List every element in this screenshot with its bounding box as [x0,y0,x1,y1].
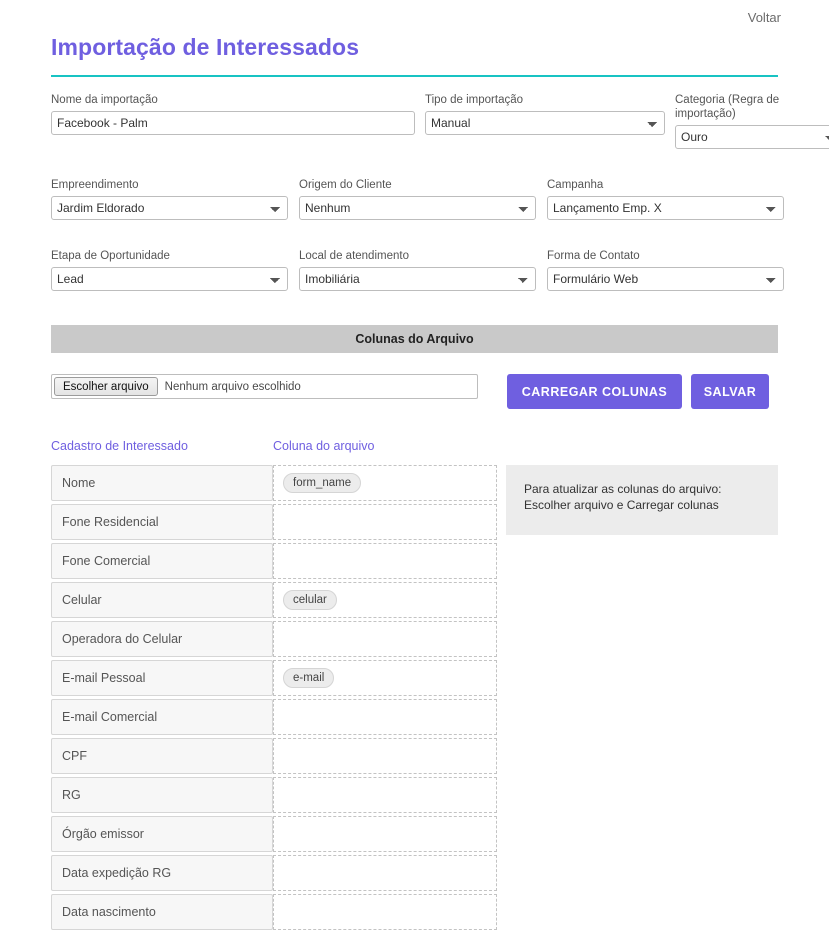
field-categoria [675,93,829,149]
select-forma-contato[interactable] [547,267,784,291]
drop-target[interactable] [273,465,497,501]
form-row-2 [51,178,778,233]
field-etapa-oportunidade [51,249,288,291]
save-button[interactable]: SALVAR [691,374,769,409]
update-columns-hint: Para atualizar as colunas do arquivo: Escolher arquivo e Carregar colunas [506,465,778,535]
select-tipo-importacao[interactable] [425,111,665,135]
column-chip[interactable]: celular [283,590,337,610]
list-item: Data expedição RG [51,855,273,891]
label-empreendimento: Empreendimento [51,179,139,191]
mapping-header-right: Coluna do arquivo [273,439,375,453]
drop-target[interactable] [273,738,497,774]
list-item: Órgão emissor [51,816,273,852]
select-etapa-oportunidade[interactable] [51,267,288,291]
label-local-atendimento: Local de atendimento [299,250,409,262]
label-forma-contato: Forma de Contato [547,250,640,262]
upload-row [51,374,778,409]
list-item: CPF [51,738,273,774]
field-tipo-importacao [425,93,665,149]
mapping-headers [51,439,778,453]
field-nome-importacao [51,93,415,149]
list-item: Nome [51,465,273,501]
form-row-1 [51,93,778,162]
label-etapa-oportunidade: Etapa de Oportunidade [51,250,170,262]
field-forma-contato [547,249,784,291]
top-bar [0,0,829,34]
list-item: RG [51,777,273,813]
drop-target[interactable] [273,855,497,891]
page-content [0,34,829,933]
mapping-body [51,465,778,933]
select-empreendimento[interactable] [51,196,288,220]
mapping-header-left: Cadastro de Interessado [51,439,188,453]
page-title: Importação de Interessados [51,34,778,77]
file-input[interactable] [51,374,478,399]
mapping-drop-targets [273,465,497,933]
label-origem-cliente: Origem do Cliente [299,179,392,191]
file-status-text: Nenhum arquivo escolhido [164,380,301,393]
field-local-atendimento [299,249,536,291]
drop-target[interactable] [273,894,497,930]
field-origem-cliente [299,178,536,220]
drop-target[interactable] [273,621,497,657]
list-item: Fone Comercial [51,543,273,579]
select-local-atendimento[interactable] [299,267,536,291]
list-item: E-mail Pessoal [51,660,273,696]
drop-target[interactable] [273,699,497,735]
field-empreendimento [51,178,288,220]
drop-target[interactable] [273,816,497,852]
label-nome-importacao: Nome da importação [51,94,158,106]
field-campanha [547,178,784,220]
drop-target[interactable] [273,660,497,696]
drop-target[interactable] [273,777,497,813]
form-row-3 [51,249,778,304]
label-categoria: Categoria (Regra de importação) [675,94,780,120]
label-tipo-importacao: Tipo de importação [425,94,524,106]
select-categoria[interactable] [675,125,829,149]
section-header-colunas-arquivo: Colunas do Arquivo [51,325,778,353]
select-origem-cliente[interactable] [299,196,536,220]
back-link[interactable]: Voltar [747,9,781,25]
mapping-field-labels [51,465,273,933]
list-item: Data nascimento [51,894,273,930]
list-item: E-mail Comercial [51,699,273,735]
load-columns-button[interactable]: CARREGAR COLUNAS [507,374,682,409]
choose-file-button[interactable]: Escolher arquivo [54,377,158,396]
drop-target[interactable] [273,504,497,540]
list-item: Operadora do Celular [51,621,273,657]
column-chip[interactable]: e-mail [283,668,334,688]
column-chip[interactable]: form_name [283,473,361,493]
list-item: Fone Residencial [51,504,273,540]
drop-target[interactable] [273,543,497,579]
select-campanha[interactable] [547,196,784,220]
drop-target[interactable] [273,582,497,618]
list-item: Celular [51,582,273,618]
label-campanha: Campanha [547,179,604,191]
input-nome-importacao[interactable] [51,111,415,135]
